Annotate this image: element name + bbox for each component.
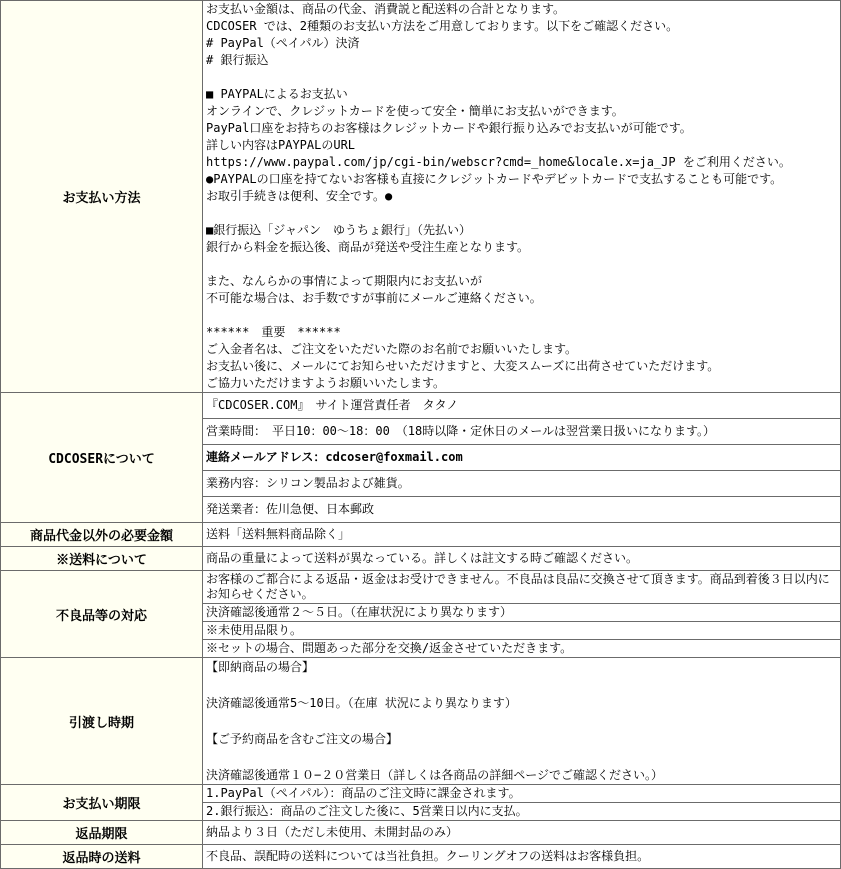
row-header-delivery-time: 引渡し時期 [1, 658, 203, 785]
row-header-payment-deadline: お支払い期限 [1, 785, 203, 821]
text-line: お取引手続きは便利、安全です。● [206, 189, 393, 203]
text-line: # 銀行振込 [206, 53, 269, 67]
return-shipping-text: 不良品、誤配時の送料については当社負担。クーリングオフの送料はお客様負担。 [206, 849, 650, 863]
site-manager-text: 『CDCOSER.COM』 サイト運営責任者 タタノ [206, 398, 459, 412]
business-hours-text: 営業時間： 平日10：00〜18：00 （18時以降・定休日のメールは翌営業日扱いになります。） [203, 418, 840, 444]
text-line: ご入金者名は、ご注文をいただいた際のお名前でお願いいたします。 [206, 342, 578, 356]
row-header-return-shipping: 返品時の送料 [1, 845, 203, 869]
table-row-shipping-fee [1, 547, 841, 571]
row-header-payment-method: お支払い方法 [1, 1, 203, 393]
unused-only-text: ※未使用品限り。 [203, 621, 840, 639]
text-line: また、なんらかの事情によって期限内にお支払いが [206, 274, 483, 288]
text-line: ●PAYPALの口座を持てないお客様も直接にクレジットカードやデビットカードで支払することも可能です。 [206, 172, 783, 186]
text-line: お支払い後に、メールにてお知らせいただけますと、大変スムーズに出荷させていただけます。 [206, 359, 720, 373]
processing-time-text: 決済確認後通常２〜５日。（在庫状況により異なります） [203, 603, 840, 621]
preorder-case-title: 【ご予約商品を含むご注文の場合】 [206, 732, 399, 746]
extra-fees-text: 送料「送料無料商品除く」 [206, 527, 351, 541]
paypal-section-title: ■ PAYPALによるお支払い [206, 87, 348, 101]
paypal-url-text: https://www.paypal.com/jp/cgi-bin/webscr?cmd=_home&locale.x=ja_JP をご利用ください。 [206, 155, 791, 169]
set-exchange-text: ※セットの場合、問題あった部分を交換/返金させていただきます。 [203, 639, 840, 657]
row-header-extra-fees: 商品代金以外の必要金額 [1, 523, 203, 547]
blank-line [203, 307, 840, 324]
blank-line [203, 69, 840, 86]
paypal-deadline-text: 1.PayPal（ペイパル）：商品のご注文時に課金されます。 [206, 786, 521, 800]
table-row-payment-method [1, 1, 841, 393]
text-line: お支払い金額は、商品の代金、消費説と配送料の合計となります。 [206, 2, 566, 16]
blank-line [203, 712, 840, 730]
return-deadline-text: 納品より３日（ただし未使用、未開封品のみ） [206, 825, 459, 839]
text-line: ご協力いただけますようお願いいたします。 [206, 376, 446, 390]
text-line: CDCOSER では、2種類のお支払い方法をご用意しております。以下をご確認ください。 [206, 19, 679, 33]
blank-line [203, 676, 840, 694]
text-line: PayPal口座をお持ちのお客様はクレジットカードや銀行振り込みでお支払いが可能です。 [206, 121, 692, 135]
text-line: 決済確認後通常１０−２０営業日（詳しくは各商品の詳細ページでご確認ください。） [206, 768, 663, 782]
blank-line [203, 748, 840, 766]
table-row-return-shipping [1, 845, 841, 869]
text-line: 不可能な場合は、お手数ですが事前にメールご連絡ください。 [206, 291, 542, 305]
table-row-delivery-time [1, 658, 841, 785]
return-policy-text: お客様のご都合による返品・返金はお受けできません。不良品は良品に交換させて頂きます。商品到着後３日以内にお知らせください。 [206, 572, 830, 601]
important-note-title: ****** 重要 ****** [206, 325, 341, 339]
blank-line [203, 205, 840, 222]
in-stock-case-title: 【即納商品の場合】 [206, 660, 315, 674]
business-description-text: 業務内容：シリコン製品および雑貨。 [203, 470, 840, 496]
table-row-extra-fees [1, 523, 841, 547]
text-line: 決済確認後通常5〜10日。（在庫 状況により異なります） [206, 696, 517, 710]
row-header-defective-items: 不良品等の対応 [1, 571, 203, 658]
table-row-about-cdcoser [1, 393, 841, 523]
text-line: 銀行から料金を振込後、商品が発送や受注生産となります。 [206, 240, 530, 254]
table-row-payment-deadline [1, 785, 841, 821]
text-line: # PayPal（ペイパル）決済 [206, 36, 360, 50]
table-row-return-deadline [1, 821, 841, 845]
bank-transfer-section-title: ■銀行振込「ジャパン ゆうちょ銀行」（先払い） [206, 223, 471, 237]
shipping-carrier-text: 発送業者：佐川急便、日本郵政 [203, 496, 840, 522]
row-header-about-cdcoser: CDCOSERについて [1, 393, 203, 523]
bank-deadline-text: 2.銀行振込：商品のご注文した後に、5営業日以内に支払。 [203, 802, 840, 820]
table-row-defective-items [1, 571, 841, 658]
row-header-return-deadline: 返品期限 [1, 821, 203, 845]
row-header-shipping-fee: ※送料について [1, 547, 203, 571]
blank-line [203, 256, 840, 273]
contact-email-text: 連絡メールアドレス：cdcoser@foxmail.com [203, 444, 840, 470]
text-line: 詳しい内容はPAYPALのURL [206, 138, 356, 152]
shipping-fee-text: 商品の重量によって送料が異なっている。詳しくは註文する時ご確認ください。 [206, 551, 639, 565]
text-line: オンラインで、クレジットカードを使って安全・簡単にお支払いができます。 [206, 104, 624, 118]
